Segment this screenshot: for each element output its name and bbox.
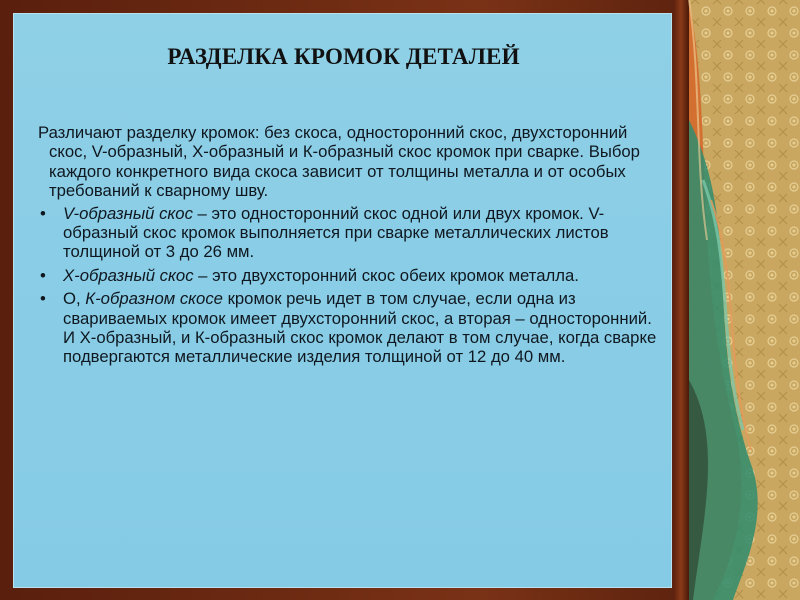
bullet-term: К-образном скосе [85, 289, 223, 309]
bullet-text: кромок речь идет в том случае, если одна из свариваемых кромок имеет двухсторонний скос, а вторая – односторонний. И Х-образный, и К-образный скос кромок делают в том случае, когда сварке подвергаются металлические изделия толщиной от 12 до 40 мм. [63, 289, 657, 367]
bullet-term: Х-образный скос [63, 265, 194, 285]
bullet-text: – это односторонний скос одной или двух кромок. V-образный скос кромок выполняется при сварке металлических листов толщиной от 3 до 26 мм. [63, 203, 609, 262]
intro-paragraph: Различают разделку кромок: без скоса, односторонний скос, двухсторонний скос, V-образный, Х-образный и К-образный скос кромок при сварке. Выбор каждого конкретного вида скоса зависит от толщины металла и от особых требований к сварному шву. [38, 123, 640, 201]
bullet-prefix: О, [63, 289, 86, 309]
bullet-k-groove [38, 289, 658, 367]
content-panel [13, 13, 672, 588]
bullet-marker: • [40, 203, 46, 223]
decorative-ribbons-image [673, 0, 800, 600]
slide-body [38, 123, 658, 371]
slide-title: РАЗДЕЛКА КРОМОК ДЕТАЛЕЙ [167, 44, 520, 69]
bullet-v-groove [38, 204, 658, 262]
bullet-term: V-образный скос [63, 203, 193, 223]
decorative-side-panel [673, 0, 800, 600]
bullet-text: – это двухсторонний скос обеих кромок металла. [193, 265, 579, 285]
bullet-marker: • [40, 289, 46, 309]
bullet-marker: • [40, 265, 46, 285]
bullet-x-groove [38, 266, 658, 285]
